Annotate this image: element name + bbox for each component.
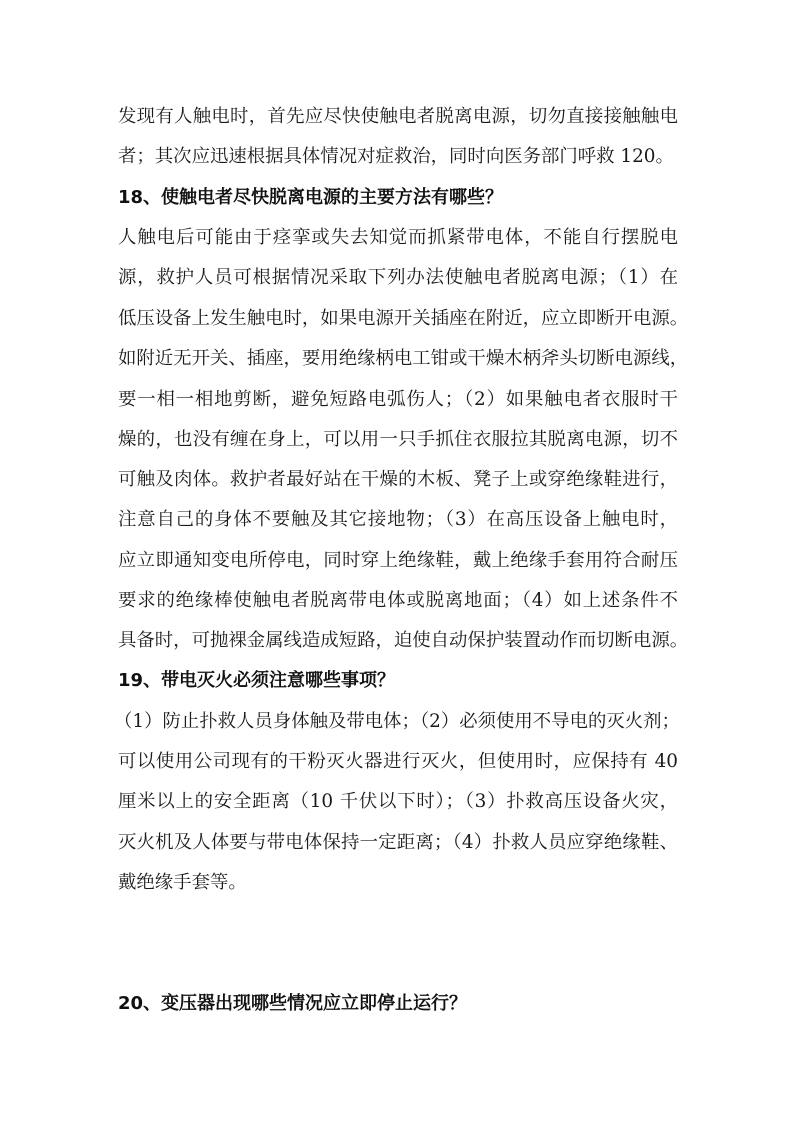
q18-line-10: 要求的绝缘棒使触电者脱离带电体或脱离地面；（4）如上述条件不: [118, 590, 678, 611]
q18-line-11: 具备时，可抛裸金属线造成短路，迫使自动保护装置动作而切断电源。: [118, 630, 689, 651]
q18-line-6: 燥的，也没有缠在身上，可以用一只手抓住衣服拉其脱离电源，切不: [118, 429, 678, 450]
q19-line-2: 可以使用公司现有的干粉灭火器进行灭火，但使用时，应保持有 40: [118, 751, 678, 772]
q18-line-1: 人触电后可能由于痉挛或失去知觉而抓紧带电体，不能自行摆脱电: [118, 227, 678, 248]
q18-heading: 18、使触电者尽快脱离电源的主要方法有哪些？: [118, 187, 504, 208]
q19-line-3: 厘米以上的安全距离（10 千伏以下时）；（3）扑救高压设备火灾，: [118, 791, 678, 812]
q19-heading: 19、带电灭火必须注意哪些事项？: [118, 670, 396, 691]
q19-line-5: 戴绝缘手套等。: [118, 872, 247, 893]
q19-line-4: 灭火机及人体要与带电体保持一定距离；（4）扑救人员应穿绝缘鞋、: [118, 832, 678, 853]
q18-line-4: 如附近无开关、插座，要用绝缘柄电工钳或干燥木柄斧头切断电源线，: [118, 348, 689, 369]
intro-line-2: 者；其次应迅速根据具体情况对症救治，同时向医务部门呼救 120。: [118, 146, 674, 167]
q19-line-1: （1）防止扑救人员身体触及带电体；（2）必须使用不导电的灭火剂；: [114, 711, 680, 732]
q18-line-3: 低压设备上发生触电时，如果电源开关插座在附近，应立即断开电源。: [118, 308, 689, 329]
q18-line-2: 源，救护人员可根据情况采取下列办法使触电者脱离电源；（1）在: [118, 267, 678, 288]
intro-line-1: 发现有人触电时，首先应尽快使触电者脱离电源，切勿直接接触触电: [118, 106, 678, 127]
q20-heading: 20、变压器出现哪些情况应立即停止运行？: [118, 993, 468, 1014]
q18-line-7: 可触及肉体。救护者最好站在干燥的木板、凳子上或穿绝缘鞋进行，: [118, 469, 678, 490]
q18-line-9: 应立即通知变电所停电，同时穿上绝缘鞋，戴上绝缘手套用符合耐压: [118, 550, 678, 571]
q18-line-8: 注意自己的身体不要触及其它接地物；（3）在高压设备上触电时，: [118, 509, 678, 530]
q18-line-5: 要一相一相地剪断，避免短路电弧伤人；（2）如果触电者衣服时干: [118, 389, 678, 410]
